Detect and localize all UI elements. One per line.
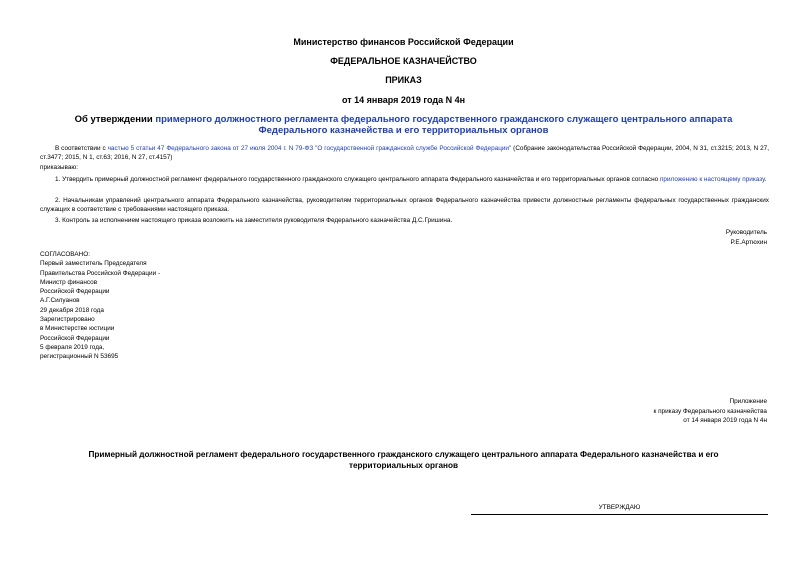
- signature-position: Руководитель: [725, 229, 767, 236]
- appendix-link[interactable]: приложению к настоящему приказу: [659, 176, 765, 183]
- order-title-link[interactable]: примерного должностного регламента федерального государственного гражданского служащего центрального аппарата Федерального казначейства и его территориальных органов: [155, 114, 733, 136]
- agreed-line: Министр финансов: [40, 278, 98, 286]
- law-link[interactable]: частью 5 статьи 47 Федерального закона от 27 июля 2004 г. N 79-ФЗ "О государственной гражданской службе Российской Федерации": [107, 145, 512, 152]
- order-item-3: 3. Контроль за исполнением настоящего приказа возложить на заместителя руководителя Федерального казначейства Д.С.Гришина.: [55, 217, 453, 224]
- signature-block: [726, 228, 767, 247]
- agreed-line: А.Г.Силуанов: [40, 297, 80, 305]
- preamble-paragraph: [40, 144, 769, 163]
- appendix-line-1: Приложение: [729, 398, 767, 405]
- agreed-line: Правительства Российской Федерации -: [40, 269, 161, 277]
- order-item-1-text: 1. Утвердить примерный должностной регламент федерального государственного гражданского служащего центрального аппарата Федерального казначейства и его территориальных органов согласно: [55, 176, 660, 183]
- order-title-prefix: Об утверждении: [74, 114, 156, 125]
- approve-label: УТВЕРЖДАЮ: [471, 503, 768, 515]
- ministry-heading: Министерство финансов Российской Федерации: [293, 37, 514, 47]
- date-number-heading: от 14 января 2019 года N 4н: [341, 95, 466, 105]
- order-title: [60, 114, 747, 136]
- doc-type-heading: ПРИКАЗ: [385, 75, 422, 85]
- registered-line: Зарегистрировано: [40, 316, 95, 324]
- registered-line: регистрационный N 53695: [40, 353, 119, 361]
- order-item-1: [40, 175, 769, 184]
- agreed-line: Российской Федерации: [40, 288, 110, 296]
- order-item-1-end: .: [764, 176, 767, 183]
- preamble-text-1: В соответствии с: [55, 145, 108, 152]
- registered-line: в Министерстве юстиции: [40, 325, 115, 333]
- order-word: приказываю:: [40, 164, 78, 171]
- order-item-2: 2. Начальникам управлений центрального аппарата Федерального казначейства, руководителям территориальных органов Федерального казначейства привести должностные регламенты федеральных государственных гражданских служащих в соответствие с требованиями настоящего приказа.: [40, 197, 769, 214]
- agency-heading: ФЕДЕРАЛЬНОЕ КАЗНАЧЕЙСТВО: [330, 56, 477, 66]
- agreed-line: 29 декабря 2018 года: [40, 306, 104, 314]
- regulation-title: Примерный должностной регламент федерального государственного гражданского служащего центрального аппарата Федерального казначейства и его территориальных органов: [88, 450, 719, 470]
- appendix-line-3: от 14 января 2019 года N 4н: [683, 417, 767, 424]
- registered-line: Российской Федерации: [40, 334, 110, 342]
- agreed-line: Первый заместитель Председателя: [40, 260, 147, 268]
- appendix-block: [654, 397, 767, 426]
- registered-line: 5 февраля 2019 года,: [40, 343, 105, 351]
- preamble-text-2: (Собрание законодательства Российской Федерации, 2004, N 31, ст.3215; 2013, N 27, ст.3477; 2015, N 1, ст.63; 2016, N 27, ст.4157): [40, 145, 769, 162]
- signature-name: Р.Е.Артюхин: [730, 238, 767, 246]
- agreed-block: [40, 250, 160, 362]
- appendix-line-2: к приказу Федерального казначейства: [653, 407, 767, 415]
- agreed-line: СОГЛАСОВАНО:: [40, 251, 90, 258]
